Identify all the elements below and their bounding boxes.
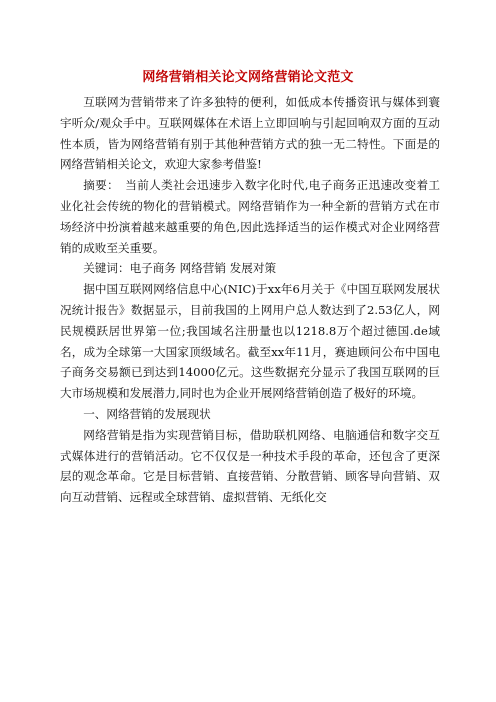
document-body	[60, 92, 440, 508]
document-title: 网络营销相关论文网络营销论文范文	[142, 70, 354, 85]
paragraph-abstract: 摘要： 当前人类社会迅速步入数字化时代,电子商务正迅速改变着工业化社会传统的物化的营销模式。网络营销作为一种全新的营销方式在市场经济中扮演着越来越重要的角色,因此选择适当的运作模式对企业网络营销的成败至关重要。	[60, 178, 440, 255]
paragraph-intro: 互联网为营销带来了许多独特的便利，如低成本传播资讯与媒体到寰宇听众/观众手中。互联网媒体在术语上立即回响与引起回响双方面的互动性本质，皆为网络营销有别于其他种营销方式的独一无二特性。下面是的网络营销相关论文，欢迎大家参考借鉴!	[60, 95, 440, 172]
paragraph-definition: 网络营销是指为实现营销目标，借助联机网络、电脑通信和数字交互式媒体进行的营销活动。它不仅仅是一种技术手段的革命，还包含了更深层的观念革命。它是目标营销、直接营销、分散营销、顾客导向营销、双向互动营销、远程或全球营销、虚拟营销、无纸化交	[60, 427, 440, 505]
paragraph-statistics: 据中国互联网网络信息中心(NIC)于xx年6月关于《中国互联网发展状况统计报告》数据显示，目前我国的上网用户总人数达到了2.53亿人，网民规模跃居世界第一位;我国域名注册量也以1218.8万个超过德国.de域名，成为全球第一大国家顶级域名。截至xx年11月，赛迪顾问公布中国电子商务交易额已到达到14000亿元。这些数据充分显示了我国互联网的巨大市场规模和发展潜力,同时也为企业开展网络营销创造了极好的环境。	[60, 282, 440, 401]
paragraph-keywords: 关键词：电子商务 网络营销 发展对策	[83, 261, 277, 276]
section-heading: 一、网络营销的发展现状	[83, 406, 211, 421]
